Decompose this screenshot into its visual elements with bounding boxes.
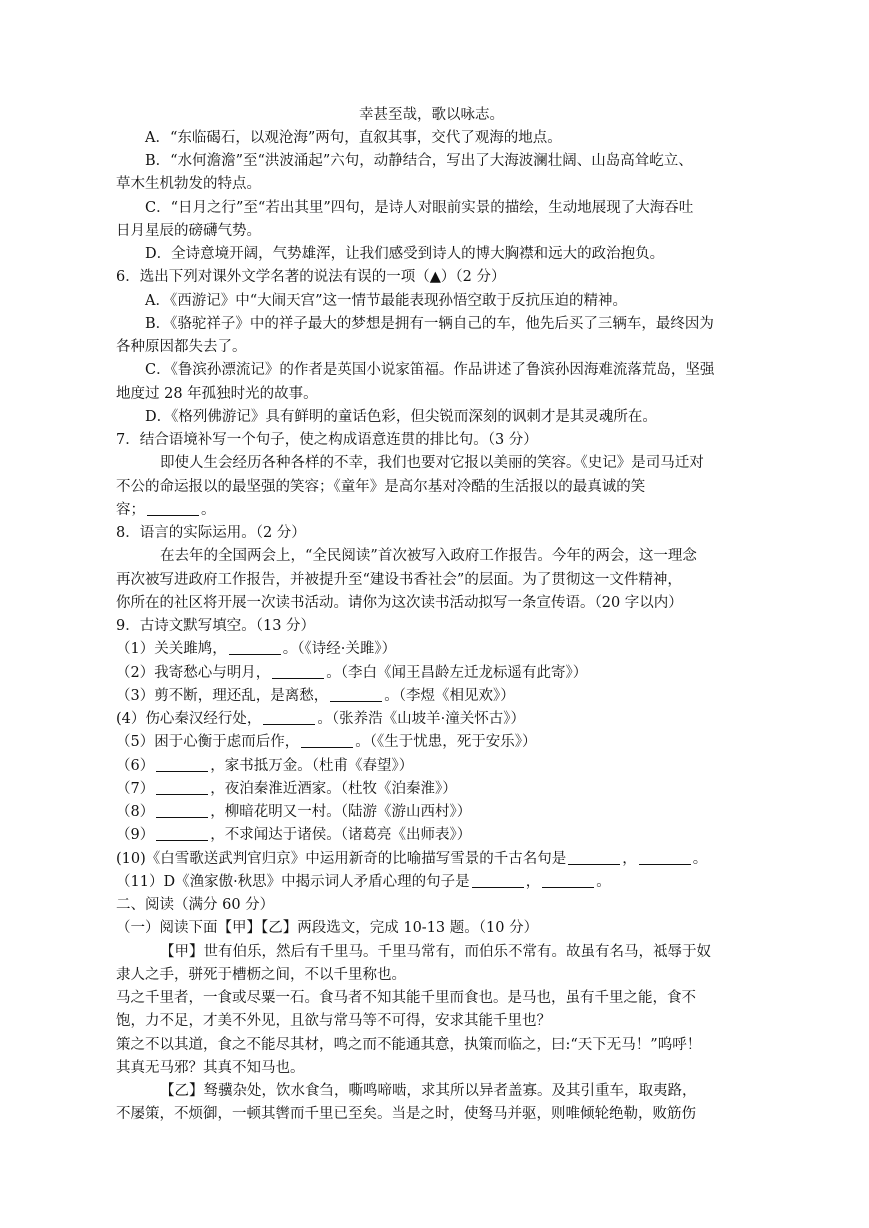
q7-text-1: 即使人生会经历各种各样的不幸，我们也要对它报以美丽的笑容。《史记》是司马迁对 <box>160 455 704 471</box>
passage-yi-2: 不屡策，不烦御，一顿其辔而千里已至矣。当是之时，使驽马并驱，则唯倾轮绝勒，败筋伤 <box>116 1106 696 1122</box>
passage-jia-6: 其真无马邪？其真不知马也。 <box>116 1060 305 1076</box>
question-7: 7．结合语境补写一个句子，使之构成语意连贯的排比句。（3 分） <box>116 432 538 448</box>
answer-blank[interactable] <box>156 779 208 795</box>
q8-text-2: 再次被写进政府工作报告，并被提升至“建设书香社会”的层面。为了贯彻这一文件精神， <box>116 572 682 588</box>
q9-item-7: （7） ，夜泊秦淮近酒家。（杜牧《泊秦淮》） <box>116 781 457 797</box>
q9-item-2: （2）我寄愁心与明月， 。（李白《闻王昌龄左迁龙标遥有此寄》） <box>116 665 588 681</box>
option-a: A．“东临碣石，以观沧海”两句，直叙其事，交代了观海的地点。 <box>145 130 562 146</box>
passage-yi-1: 【乙】驽骥杂处，饮水食刍，嘶鸣啼啮，求其所以异者盖寡。及其引重车，取夷路， <box>160 1083 697 1099</box>
option-d: D．全诗意境开阔，气势雄浑，让我们感受到诗人的博大胸襟和远大的政治抱负。 <box>145 246 665 262</box>
answer-blank[interactable] <box>156 825 208 841</box>
answer-blank[interactable] <box>272 663 324 679</box>
q9-item-8: （8） ，柳暗花明又一村。（陆游《游山西村》） <box>116 804 472 820</box>
q6-option-d: D．《格列佛游记》具有鲜明的童话色彩，但尖锐而深刻的讽刺才是其灵魂所在。 <box>145 409 657 425</box>
q6-option-a: A．《西游记》中“大闹天宫”这一情节最能表现孙悟空敢于反抗压迫的精神。 <box>145 293 628 309</box>
section-2-heading: 二、阅读（满分 60 分） <box>116 897 275 913</box>
q9-item-5: （5）困于心衡于虑而后作， 。（《生于忧患，死于安乐》） <box>116 734 537 750</box>
question-8: 8．语言的实际运用。（2 分） <box>116 525 306 541</box>
q9-item-1: （1）关关雎鸠， 。（《诗经·关雎》） <box>116 641 397 657</box>
question-9: 9．古诗文默写填空。（13 分） <box>116 618 316 634</box>
passage-jia-3: 马之千里者，一食或尽粟一石。食马者不知其能千里而食也。是马也，虽有千里之能，食不 <box>116 990 696 1006</box>
q7-text-2: 不公的命运报以的最坚强的笑容；《童年》是高尔基对冷酷的生活报以的最真诚的笑 <box>116 479 646 495</box>
q9-item-9: （9） ，不求闻达于诸侯。（诸葛亮《出师表》） <box>116 827 472 843</box>
q6-option-b-cont: 各种原因都失去了。 <box>116 339 247 355</box>
answer-blank[interactable] <box>156 756 208 772</box>
passage-jia-5: 策之不以其道，食之不能尽其材，鸣之而不能通其意，执策而临之，曰:“天下无马！”呜呼！ <box>116 1037 702 1053</box>
passage-jia-2: 隶人之手，骈死于槽枥之间，不以千里称也。 <box>116 967 406 983</box>
answer-blank[interactable] <box>301 732 353 748</box>
q9-item-3: （3）剪不断，理还乱，是离愁， 。（李煜《相见欢》） <box>116 688 515 704</box>
answer-blank[interactable] <box>542 872 594 888</box>
option-c: C．“日月之行”至“若出其里”四句，是诗人对眼前实景的描绘，生动地展现了大海吞吐 <box>145 200 694 216</box>
q7-text-3: 容； 。 <box>116 502 216 518</box>
answer-blank[interactable] <box>156 802 208 818</box>
q6-option-b: B．《骆驼祥子》中的祥子最大的梦想是拥有一辆自己的车，他先后买了三辆车，最终因为 <box>145 316 714 332</box>
answer-blank[interactable] <box>639 849 691 865</box>
reading-1-instruction: （一）阅读下面【甲】【乙】两段选文，完成 10-13 题。（10 分） <box>116 920 539 936</box>
q9-item-6: （6） ，家书抵万金。（杜甫《春望》） <box>116 758 414 774</box>
q9-item-10: (10)《白雪歌送武判官归京》中运用新奇的比喻描写雪景的千古名句是 ， 。 <box>116 851 708 867</box>
q6-option-c-cont: 地度过 28 年孤独时光的故事。 <box>116 386 318 402</box>
answer-blank[interactable] <box>472 872 524 888</box>
option-c-cont: 日月星辰的磅礴气势。 <box>116 223 261 239</box>
answer-blank[interactable] <box>568 849 620 865</box>
answer-blank[interactable] <box>263 709 315 725</box>
option-b: B．“水何澹澹”至“洪波涌起”六句，动静结合，写出了大海波澜壮阔、山岛高耸屹立、 <box>145 153 693 169</box>
q8-text-3: 你所在的社区将开展一次读书活动。请你为这次读书活动拟写一条宣传语。（20 字以内） <box>116 595 683 611</box>
answer-blank[interactable] <box>229 639 281 655</box>
q6-option-c: C．《鲁滨孙漂流记》的作者是英国小说家笛福。作品讲述了鲁滨孙因海难流落荒岛，坚强 <box>145 362 715 378</box>
passage-jia-1: 【甲】世有伯乐，然后有千里马。千里马常有，而伯乐不常有。故虽有名马，祗辱于奴 <box>160 944 711 960</box>
passage-jia-4: 饱，力不足，才美不外见，且欲与常马等不可得，安求其能千里也？ <box>116 1013 551 1029</box>
q9-item-4: (4）伤心秦汉经行处， 。（张养浩《山坡羊·潼关怀古》） <box>116 711 525 727</box>
q9-item-11: （11）D《渔家傲·秋思》中揭示词人矛盾心理的句子是 ， 。 <box>116 874 611 890</box>
answer-blank[interactable] <box>147 500 199 516</box>
answer-blank[interactable] <box>330 686 382 702</box>
question-6: 6．选出下列对课外文学名著的说法有误的一项（▲）（2 分） <box>116 269 506 285</box>
poem-last-line: 幸甚至哉，歌以咏志。 <box>359 107 504 123</box>
q8-text-1: 在去年的全国两会上，“全民阅读”首次被写入政府工作报告。今年的两会，这一理念 <box>160 548 697 564</box>
option-b-cont: 草木生机勃发的特点。 <box>116 176 261 192</box>
